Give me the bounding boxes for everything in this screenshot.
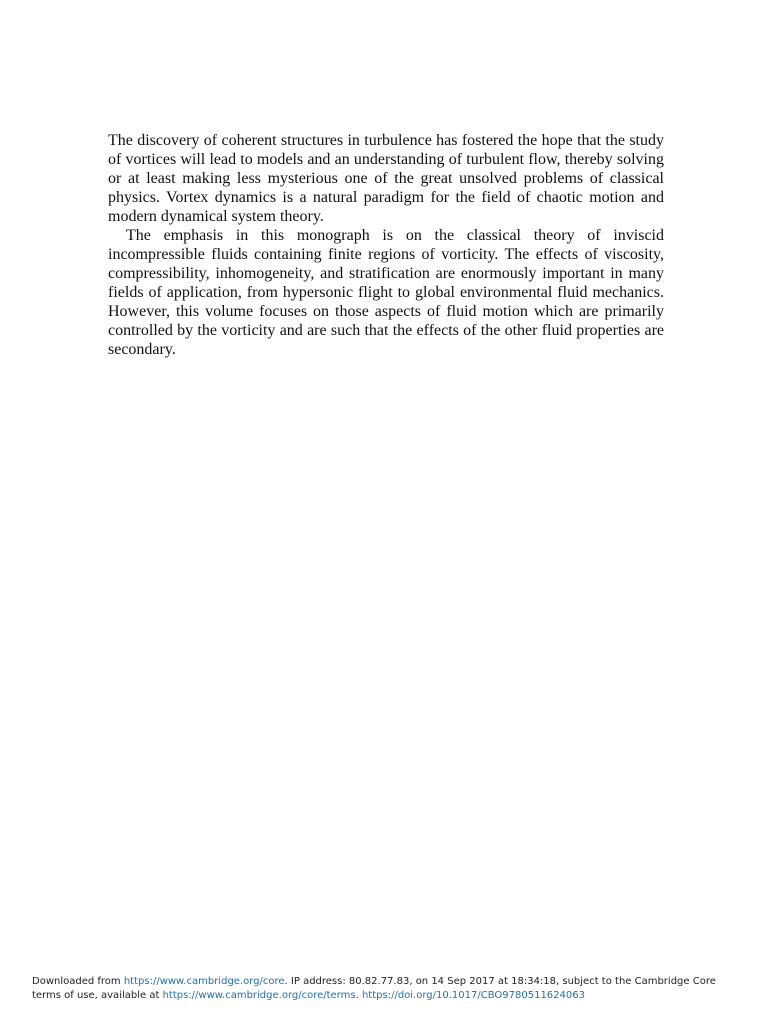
footer-downloaded-text: Downloaded from [32,976,124,987]
footer-separator: . [355,990,362,1001]
paragraph-1: The discovery of coherent structures in turbulence has fostered the hope that the study of vortices will lead to models and an understanding of turbulent flow, thereby solving or at least making less mysterious one of the great unsolved problems of classical physics. Vortex dynamics is a natural paradigm for the field of chaotic motion and modern dynamical system theory. [108,132,664,225]
footer-line-1 [32,975,752,989]
doi-link[interactable]: https://doi.org/10.1017/CBO9780511624063 [361,990,585,1001]
footer-terms-text: terms of use, available at [32,990,163,1001]
footer-line-2 [32,989,752,1003]
terms-link[interactable]: https://www.cambridge.org/core/terms [162,990,356,1001]
body-text [108,131,664,359]
footer-ip-text: . IP address: 80.82.77.83, on 14 Sep 2017 at 18:34:18, subject to the Cambridge Core [284,976,716,987]
paragraph-2: The emphasis in this monograph is on the classical theory of inviscid incompressible fluids containing finite regions of vorticity. The effects of viscosity, compressibility, inhomogeneity, and stratification are enormously important in many fields of application, from hypersonic flight to global environmental fluid mechanics. However, this volume focuses on those aspects of fluid motion which are primarily controlled by the vorticity and are such that the effects of the other fluid properties are secondary. [108,227,664,358]
download-footer [32,975,752,1003]
cambridge-core-link[interactable]: https://www.cambridge.org/core [123,976,285,987]
